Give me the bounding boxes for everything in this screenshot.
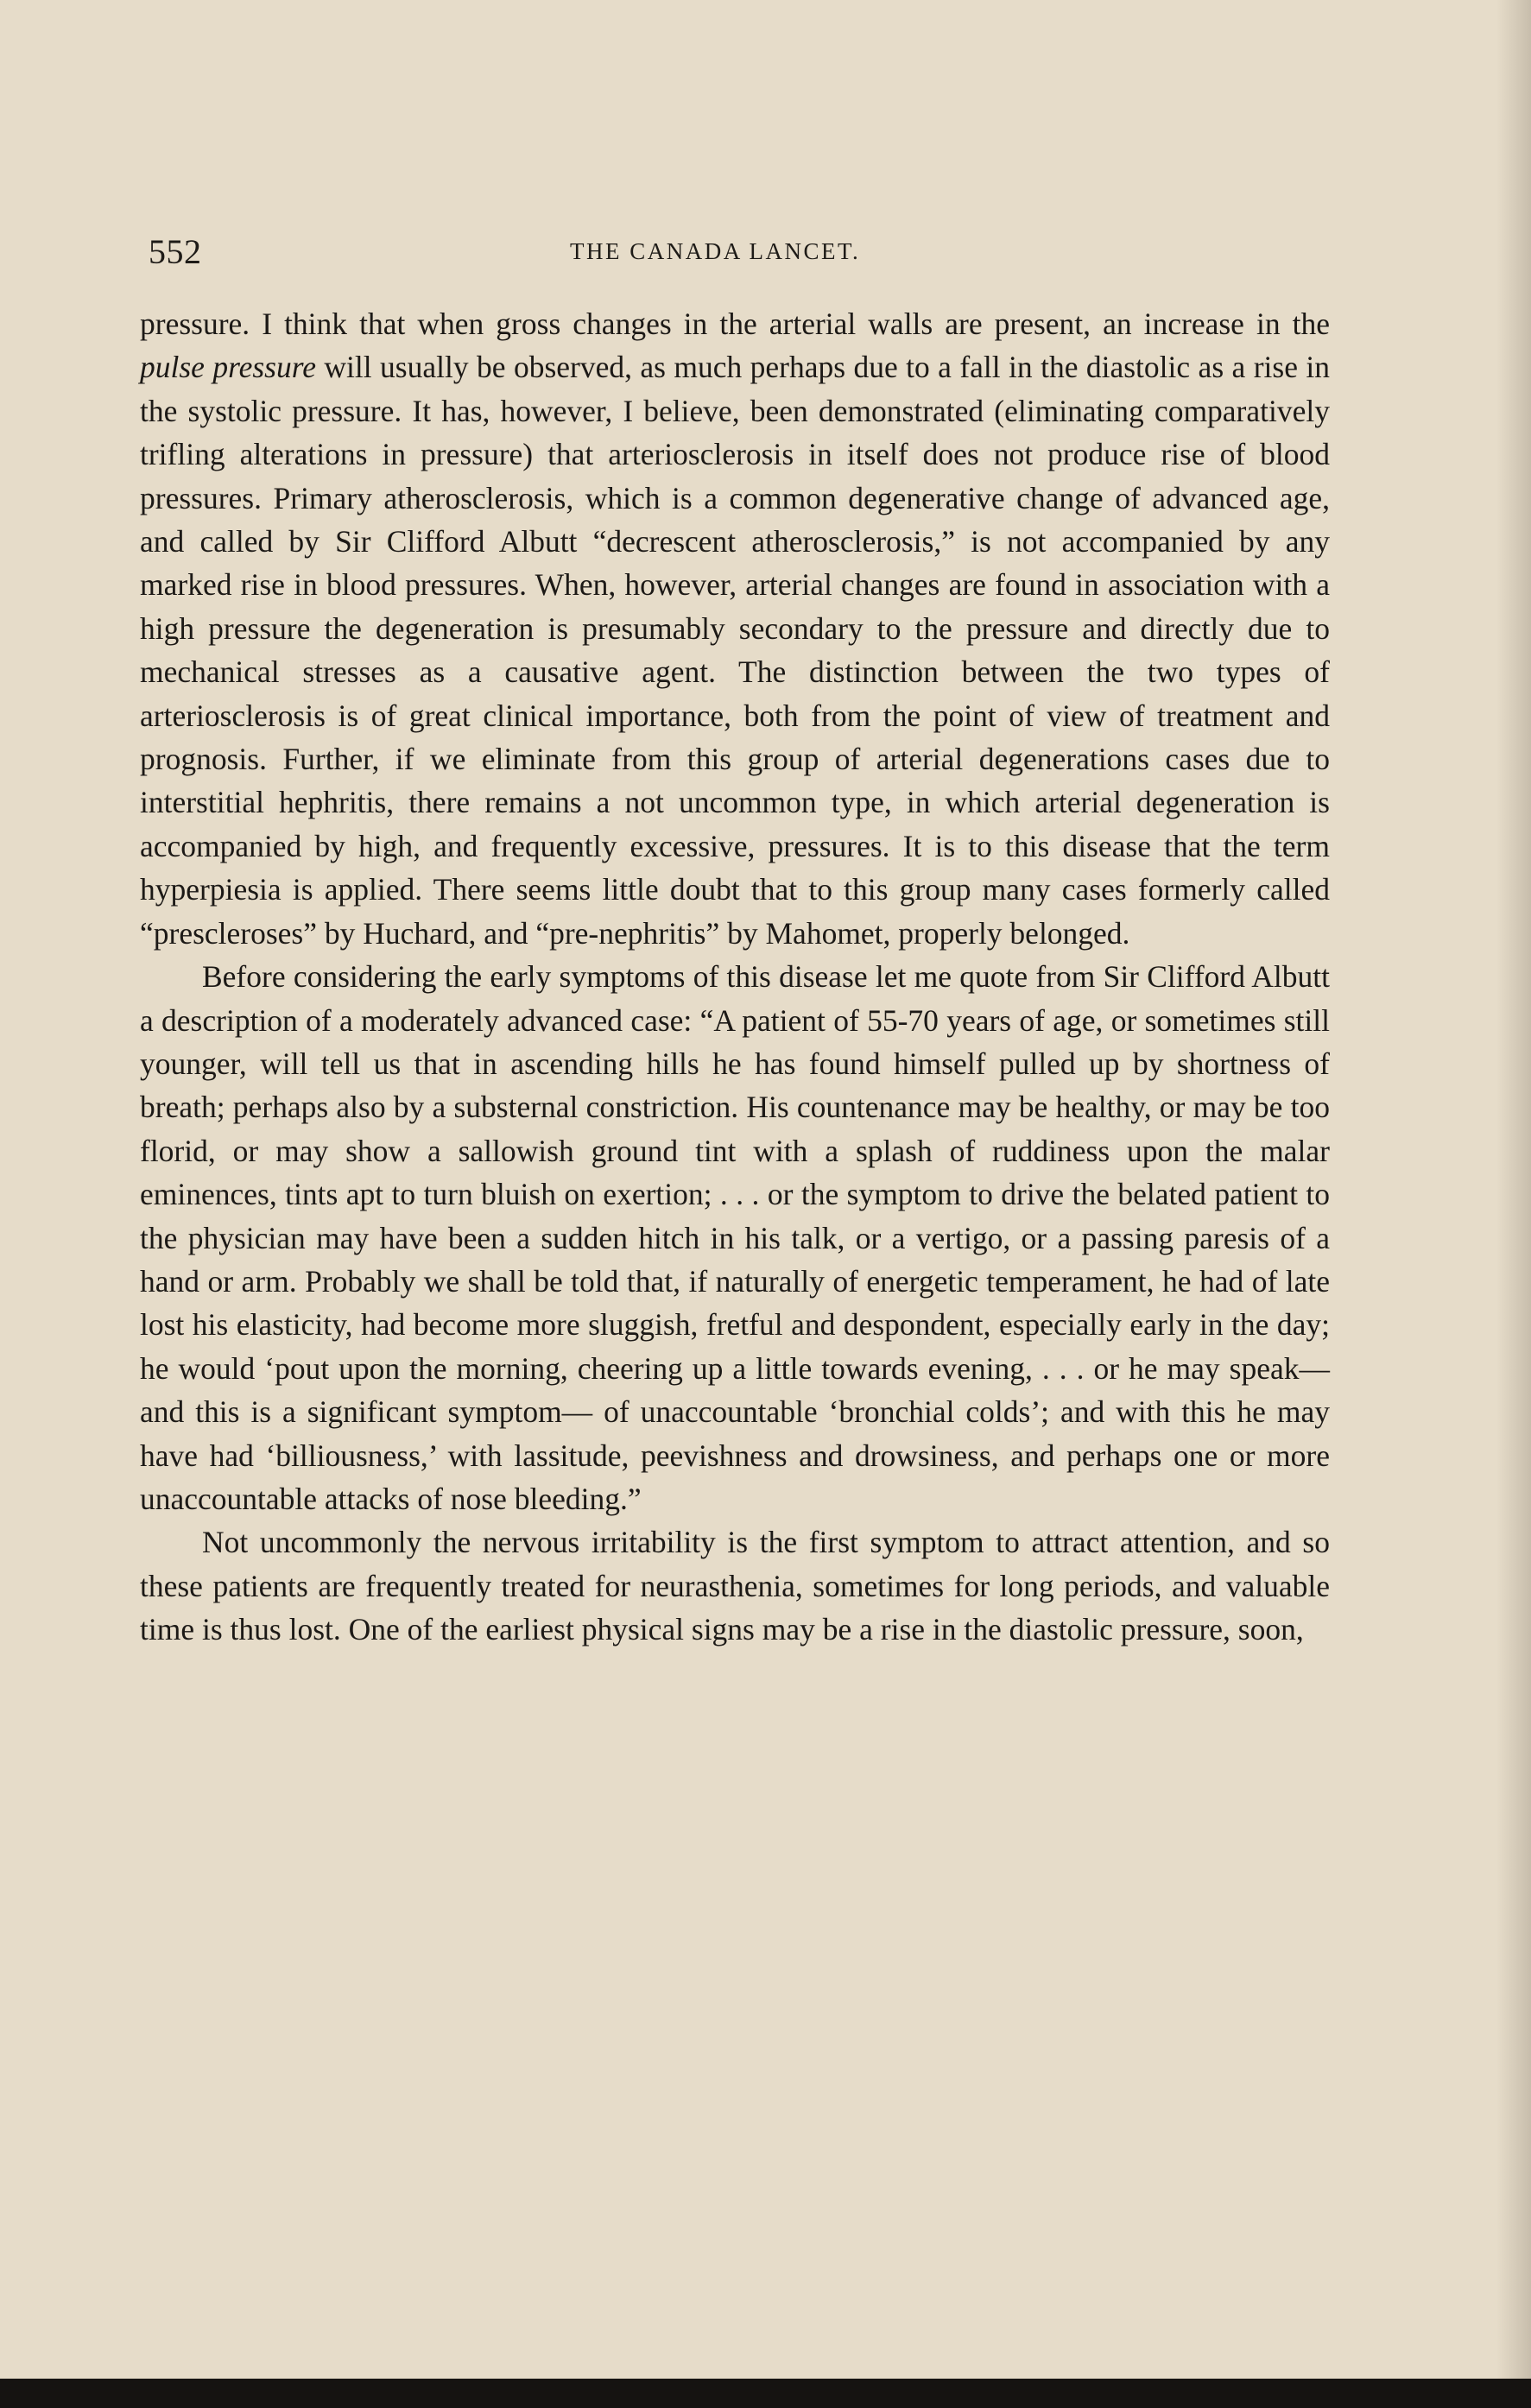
- page-edge-shadow: [1496, 0, 1531, 2379]
- page-number: 552: [149, 232, 202, 271]
- paragraph-1: [140, 302, 1330, 955]
- paragraph-3: Not uncommonly the nervous irritability is the first symptom to attract attention, and so these patients are frequently treated for neurasthenia, sometimes for long periods, and valuable time is thus lost. One of the earliest physical signs may be a rise in the diastolic pressure, soon,: [140, 1525, 1330, 1647]
- paragraph-1-text-after: will usually be observed, as much perhaps due to a fall in the diastolic as a rise in the systolic pressure. It has, however, I believe, been demonstrated (eliminating comparatively trifling alterations in pressure) that arteriosclerosis in itself does not produce rise of blood pressures. Primary atherosclerosis, which is a common degenerative change of advanced age, and called by Sir Clifford Albutt “decrescent atherosclerosis,” is not accompanied by any marked rise in blood pressures. When, however, arterial changes are found in association with a high pressure the degeneration is presumably secondary to the pressure and directly due to mechanical stresses as a causative agent. The distinction between the two types of arteriosclerosis is of great clinical importance, both from the point of view of treatment and prognosis. Further, if we eliminate from this group of arterial degenerations cases due to interstitial hephritis, there remains a not uncommon type, in which arterial degeneration is accompanied by high, and frequently excessive, pressures. It is to this disease that the term hyperpiesia is applied. There seems little doubt that to this group many cases formerly called “prescleroses” by Huchard, and “pre-nephritis” by Mahomet, properly belonged.: [140, 350, 1330, 951]
- body-text: [140, 302, 1330, 1652]
- page-header: [149, 231, 1340, 283]
- running-title: THE CANADA LANCET.: [570, 238, 861, 264]
- paragraph-1-emphasis: pulse pressure: [140, 350, 316, 385]
- scan-bottom-edge: [0, 2379, 1531, 2408]
- paragraph-2: Before considering the early symptoms of this disease let me quote from Sir Clifford Albutt a description of a moderately advanced case: “A patient of 55-70 years of age, or sometimes still younger, will tell us that in ascending hills he has found himself pulled up by shortness of breath; perhaps also by a substernal constriction. His countenance may be healthy, or may be too florid, or may show a sallowish ground tint with a splash of ruddiness upon the malar eminences, tints apt to turn bluish on exertion; . . . or the symptom to drive the belated patient to the physician may have been a sudden hitch in his talk, or a vertigo, or a passing paresis of a hand or arm. Probably we shall be told that, if naturally of energetic temperament, he had of late lost his elasticity, had become more sluggish, fretful and despondent, especially early in the day; he would ‘pout upon the morning, cheering up a little towards evening, . . . or he may speak—and this is a significant symptom— of unaccountable ‘bronchial colds’; and with this he may have had ‘billiousness,’ with lassitude, peevishness and drowsiness, and perhaps one or more unaccountable attacks of nose bleeding.”: [140, 959, 1330, 1516]
- paragraph-1-text-before: pressure. I think that when gross changes in the arterial walls are present, an increase in the: [140, 307, 1330, 341]
